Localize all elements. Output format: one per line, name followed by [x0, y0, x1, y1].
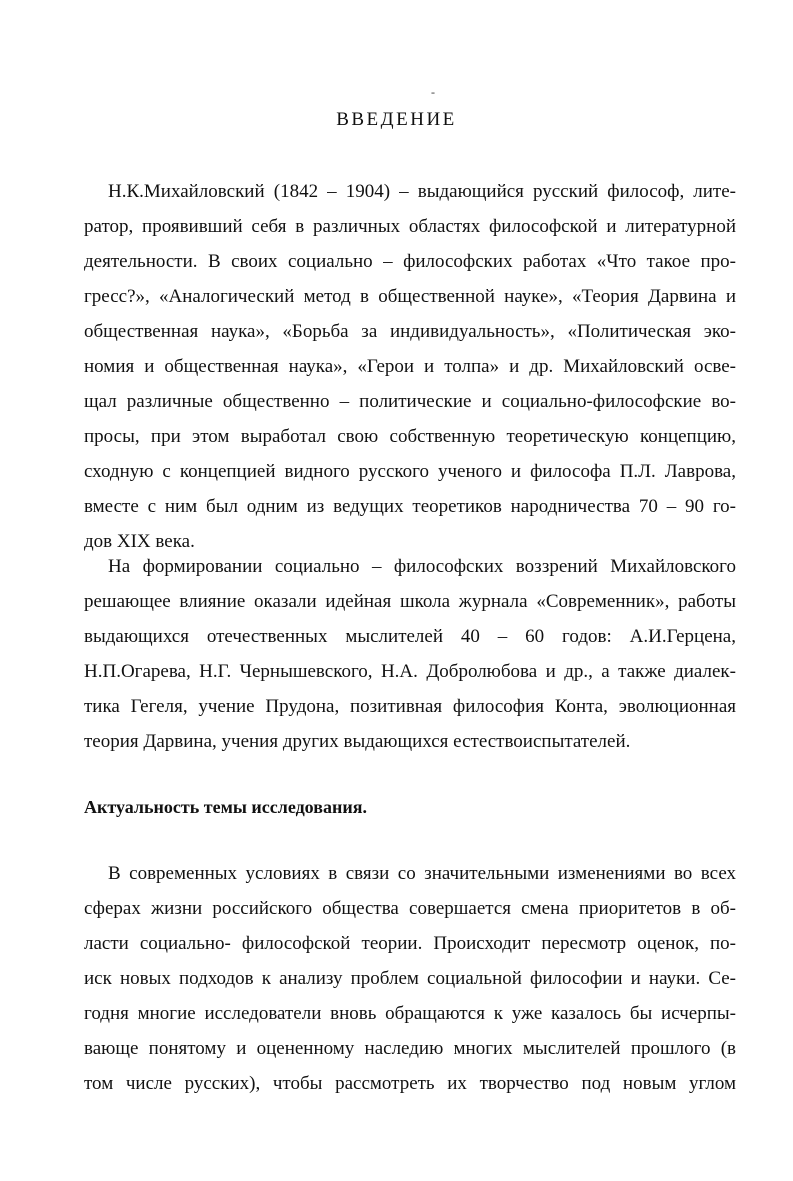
paragraph-line: вместе с ним был одним из ведущих теоретиков народничества 70 – 90 го-	[84, 496, 736, 517]
paragraph-line: ласти социально- философской теории. Происходит пересмотр оценок, по-	[84, 933, 736, 954]
paragraph-line: В современных условиях в связи со значительными изменениями во всех	[108, 863, 736, 884]
paragraph-line: номия и общественная наука», «Герои и толпа» и др. Михайловский осве-	[84, 356, 736, 377]
paragraph-line: тика Гегеля, учение Прудона, позитивная философия Конта, эволюционная	[84, 696, 736, 717]
paragraph-biography	[84, 174, 736, 559]
paragraph-line: дов XIX века.	[84, 531, 195, 552]
paragraph-line: щал различные общественно – политические и социально-философские во-	[84, 391, 736, 412]
paragraph-line: годня многие исследователи вновь обращаются к уже казалось бы исчерпы-	[84, 1003, 736, 1024]
paragraph-line: сходную с концепцией видного русского ученого и философа П.Л. Лаврова,	[84, 461, 736, 482]
paragraph-line: деятельности. В своих социально – философских работах «Что такое про-	[84, 251, 736, 272]
paragraph-relevance	[84, 856, 736, 1101]
paragraph-line: общественная наука», «Борьба за индивидуальность», «Политическая эко-	[84, 321, 736, 342]
paragraph-line: выдающихся отечественных мыслителей 40 – 60 годов: А.И.Герцена,	[84, 626, 736, 647]
page-mark: -	[431, 85, 435, 99]
section-title-relevance: Актуальность темы исследования.	[84, 797, 367, 817]
paragraph-line: На формировании социально – философских воззрений Михайловского	[108, 556, 736, 577]
paragraph-line: теория Дарвина, учения других выдающихся естествоиспытателей.	[84, 731, 631, 752]
paragraph-line: решающее влияние оказали идейная школа журнала «Современник», работы	[84, 591, 736, 612]
paragraph-line: вающе понятому и оцененному наследию многих мыслителей прошлого (в	[84, 1038, 736, 1059]
paragraph-line: Н.П.Огарева, Н.Г. Чернышевского, Н.А. Добролюбова и др., а также диалек-	[84, 661, 736, 682]
paragraph-line: сферах жизни российского общества совершается смена приоритетов в об-	[84, 898, 736, 919]
paragraph-line: просы, при этом выработал свою собственную теоретическую концепцию,	[84, 426, 736, 447]
paragraph-line: том числе русских), чтобы рассмотреть их творчество под новым углом	[84, 1073, 736, 1094]
paragraph-line: ратор, проявивший себя в различных областях философской и литературной	[84, 216, 736, 237]
paragraph-influences	[84, 549, 736, 759]
paragraph-line: гресс?», «Аналогический метод в общественной науке», «Теория Дарвина и	[84, 286, 736, 307]
paragraph-line: иск новых подходов к анализу проблем социальной философии и науки. Се-	[84, 968, 736, 989]
introduction-heading: ВВЕДЕНИЕ	[336, 109, 457, 130]
paragraph-line: Н.К.Михайловский (1842 – 1904) – выдающийся русский философ, лите-	[108, 181, 736, 202]
